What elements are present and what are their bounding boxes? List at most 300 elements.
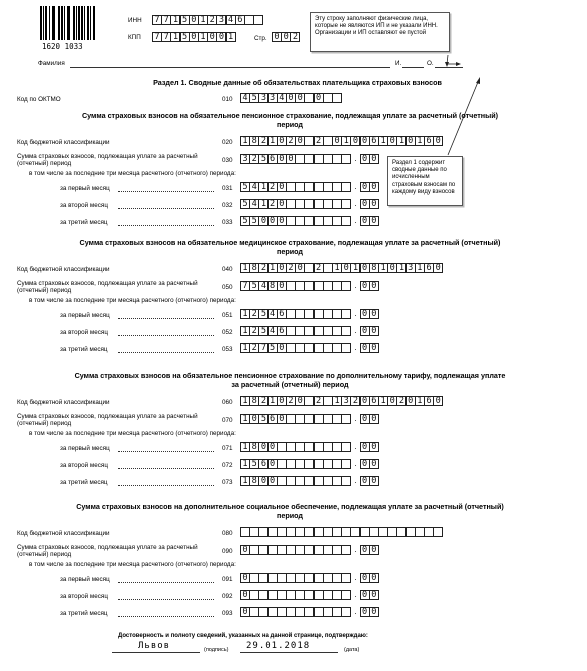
decimal-separator: .	[354, 590, 357, 599]
kbk-cell: 1	[415, 396, 425, 406]
inn-cell: 3	[216, 15, 226, 25]
amount-cell: 6	[258, 459, 268, 469]
amount-cell: 4	[249, 199, 259, 209]
date-value: 29.01.2018	[246, 641, 311, 651]
kbk-cell: 2	[286, 136, 296, 146]
amount-cell: 0	[277, 414, 287, 424]
kbk-label: Код бюджетной классификации	[17, 139, 110, 146]
kbk-cell: 0	[360, 263, 370, 273]
kbk-cell: 6	[424, 396, 434, 406]
kopecks-cell: 0	[360, 545, 370, 555]
dot-leader	[118, 468, 214, 469]
kbk-cell: 0	[406, 136, 416, 146]
months-label: в том числе за последние три месяца расчетного (отчетного) периода:	[29, 297, 236, 304]
decimal-separator: .	[354, 459, 357, 468]
amount-field[interactable]	[240, 573, 378, 583]
amount-field[interactable]	[240, 545, 378, 555]
dot-leader	[118, 318, 214, 319]
amount-cell: 0	[240, 607, 250, 617]
month-label: за первый месяц	[60, 185, 110, 192]
kbk-label: Код бюджетной классификации	[17, 399, 110, 406]
month-label: за первый месяц	[60, 312, 110, 319]
oktmo-cell: 3	[268, 93, 278, 103]
amount-cell: 5	[258, 154, 268, 164]
kopecks-cell: 0	[360, 476, 370, 486]
barcode-number: 1620 1033	[42, 42, 83, 51]
section-title: Раздел 1. Сводные данные об обязательствах плательщика страховых взносов	[153, 78, 442, 87]
decimal-separator: .	[354, 309, 357, 318]
kbk-cell: 1	[378, 263, 388, 273]
date-label: (дата)	[344, 647, 360, 653]
amount-cell: 6	[268, 154, 278, 164]
kopecks-cell: 0	[360, 199, 370, 209]
amount-cell: 1	[240, 309, 250, 319]
kbk-cell: 0	[433, 396, 443, 406]
kopecks-cell: 0	[360, 182, 370, 192]
dot-leader	[118, 599, 214, 600]
page-cell: 0	[272, 32, 282, 42]
amount-cell: 2	[249, 343, 259, 353]
amount-cell: 6	[268, 414, 278, 424]
oktmo-cell: 0	[295, 93, 305, 103]
amount-cell: 4	[249, 182, 259, 192]
page-label: Стр.	[254, 35, 267, 42]
kopecks-cell: 0	[369, 573, 379, 583]
months-label: в том числе за последние три месяца расчетного (отчетного) периода:	[29, 561, 236, 568]
sum-label: Сумма страховых взносов, подлежащая уплате за расчетный (отчетный) период	[17, 544, 198, 558]
decimal-separator: .	[354, 414, 357, 423]
inn-label: ИНН	[128, 17, 142, 24]
amount-cell: 1	[240, 343, 250, 353]
amount-cell: 5	[240, 199, 250, 209]
kbk-code: 040	[222, 266, 233, 273]
line-code: 072	[222, 462, 233, 469]
kbk-cell: 0	[387, 396, 397, 406]
kbk-cell: 6	[424, 136, 434, 146]
amount-cell: 0	[240, 573, 250, 583]
kopecks-cell: 0	[369, 442, 379, 452]
kpp-cell: 1	[226, 32, 236, 42]
amount-cell: 1	[258, 182, 268, 192]
amount-cell: 0	[268, 216, 278, 226]
kopecks-cell: 0	[369, 545, 379, 555]
kpp-cell: 7	[161, 32, 171, 42]
kbk-cell: 8	[249, 136, 259, 146]
amount-field[interactable]	[240, 590, 378, 600]
amount-cell: 0	[268, 459, 278, 469]
amount-cell: 5	[240, 216, 250, 226]
kbk-cell: 2	[286, 396, 296, 406]
amount-cell: 6	[277, 326, 287, 336]
kbk-cell: 2	[314, 396, 324, 406]
dot-leader	[118, 225, 214, 226]
decimal-separator: .	[354, 281, 357, 290]
kpp-label: КПП	[128, 34, 141, 41]
kbk-cell: 2	[258, 396, 268, 406]
line-code: 073	[222, 479, 233, 486]
kbk-cell: 1	[240, 136, 250, 146]
kopecks-cell: 0	[369, 343, 379, 353]
dot-leader	[118, 208, 214, 209]
oktmo-cell: 5	[249, 93, 259, 103]
kbk-cell: 2	[314, 136, 324, 146]
amount-field[interactable]	[240, 326, 378, 336]
inn-cell: 7	[161, 15, 171, 25]
signature-label: (подпись)	[204, 647, 229, 653]
amount-field[interactable]	[240, 343, 378, 353]
kbk-cell: 3	[341, 396, 351, 406]
decimal-separator: .	[354, 326, 357, 335]
line-code: 051	[222, 312, 233, 319]
amount-field[interactable]	[240, 459, 378, 469]
sum-label: Сумма страховых взносов, подлежащая уплате за расчетный (отчетный) период	[17, 280, 198, 294]
amount-cell: 5	[249, 281, 259, 291]
amount-cell: 5	[240, 182, 250, 192]
amount-cell: 0	[277, 182, 287, 192]
decimal-separator: .	[354, 607, 357, 616]
amount-cell: 7	[258, 343, 268, 353]
kopecks-cell: 0	[369, 281, 379, 291]
kopecks-cell: 0	[369, 590, 379, 600]
kbk-cell: 2	[286, 263, 296, 273]
line-code: 032	[222, 202, 233, 209]
kbk-cell: 1	[378, 136, 388, 146]
kbk-cell: 1	[396, 263, 406, 273]
o-label: О.	[427, 60, 434, 67]
page-cell: 0	[281, 32, 291, 42]
kbk-cell: 0	[295, 263, 305, 273]
i-label: И.	[395, 60, 402, 67]
kbk-field[interactable]	[240, 396, 442, 406]
dot-leader	[118, 352, 214, 353]
kbk-cell: 6	[424, 263, 434, 273]
kpp-cell: 0	[216, 32, 226, 42]
inn-cell: 5	[180, 15, 190, 25]
amount-cell: 1	[240, 442, 250, 452]
dot-leader	[118, 335, 214, 336]
month-label: за первый месяц	[60, 576, 110, 583]
amount-field[interactable]	[240, 309, 378, 319]
kopecks-cell: 0	[360, 343, 370, 353]
familia-label: Фамилия	[38, 60, 65, 67]
kopecks-cell: 0	[360, 216, 370, 226]
inn-cell: 6	[235, 15, 245, 25]
kbk-cell: 2	[396, 396, 406, 406]
amount-cell: 8	[249, 476, 259, 486]
kbk-cell: 0	[295, 136, 305, 146]
amount-cell: 2	[268, 182, 278, 192]
block-title: Сумма страховых взносов на обязательное медицинское страхование, подлежащая уплате за расчетный (отчетный) период	[79, 238, 501, 256]
kbk-cell: 1	[332, 396, 342, 406]
amount-cell: 6	[277, 309, 287, 319]
decimal-separator: .	[354, 216, 357, 225]
decimal-separator: .	[354, 442, 357, 451]
kbk-code: 080	[222, 530, 233, 537]
kbk-cell: 1	[332, 263, 342, 273]
amount-field[interactable]	[240, 476, 378, 486]
kbk-code: 020	[222, 139, 233, 146]
signature-line	[112, 652, 200, 653]
line-code: 092	[222, 593, 233, 600]
line-code: 050	[222, 284, 233, 291]
inn-cell: 1	[170, 15, 180, 25]
kopecks-cell: 0	[360, 442, 370, 452]
confirm-text: Достоверность и полноту сведений, указанных на данной странице, подтверждаю:	[118, 633, 368, 639]
decimal-separator: .	[354, 476, 357, 485]
amount-cell: 7	[240, 281, 250, 291]
line-code: 053	[222, 346, 233, 353]
amount-field[interactable]	[240, 607, 378, 617]
kbk-cell: 1	[378, 396, 388, 406]
kbk-cell: 0	[332, 136, 342, 146]
amount-cell: 0	[277, 199, 287, 209]
kbk-cell: 0	[277, 263, 287, 273]
kpp-cell: 1	[198, 32, 208, 42]
oktmo-cell	[332, 93, 342, 103]
line-code: 070	[222, 417, 233, 424]
kopecks-cell: 0	[360, 281, 370, 291]
top-note: Эту строку заполняют физические лица, которые не являются ИП и не указали ИНН. Организации и ИП оставляют ее пустой	[310, 12, 450, 52]
kopecks-cell: 0	[369, 216, 379, 226]
amount-cell: 0	[277, 343, 287, 353]
kbk-cell: 2	[350, 396, 360, 406]
decimal-separator: .	[354, 343, 357, 352]
amount-cell: 4	[258, 281, 268, 291]
kbk-cell	[433, 527, 443, 537]
kopecks-cell: 0	[360, 590, 370, 600]
amount-cell: 1	[240, 414, 250, 424]
amount-field[interactable]	[240, 281, 378, 291]
kbk-cell: 0	[387, 263, 397, 273]
month-label: за третий месяц	[60, 479, 108, 486]
month-label: за третий месяц	[60, 346, 108, 353]
sum-label: Сумма страховых взносов, подлежащая уплате за расчетный (отчетный) период	[17, 413, 198, 427]
kbk-cell: 1	[240, 396, 250, 406]
kopecks-cell: 0	[369, 476, 379, 486]
kopecks-cell: 0	[369, 154, 379, 164]
amount-cell: 0	[258, 476, 268, 486]
kopecks-cell: 0	[369, 607, 379, 617]
month-label: за третий месяц	[60, 610, 108, 617]
month-label: за второй месяц	[60, 202, 108, 209]
line-code: 031	[222, 185, 233, 192]
amount-cell: 0	[277, 216, 287, 226]
kbk-cell: 1	[350, 263, 360, 273]
kbk-cell: 0	[433, 136, 443, 146]
dot-leader	[118, 582, 214, 583]
dot-leader	[118, 451, 214, 452]
amount-cell: 2	[268, 199, 278, 209]
inn-cell: 7	[152, 15, 162, 25]
line-code: 052	[222, 329, 233, 336]
kpp-cell: 0	[207, 32, 217, 42]
kopecks-cell: 0	[360, 573, 370, 583]
signature-name: Львов	[138, 641, 171, 651]
amount-cell: 5	[249, 216, 259, 226]
page-cell: 2	[290, 32, 300, 42]
inn-cell: 0	[189, 15, 199, 25]
amount-cell: 4	[268, 326, 278, 336]
kbk-cell: 0	[433, 263, 443, 273]
kbk-code: 060	[222, 399, 233, 406]
amount-cell: 0	[240, 590, 250, 600]
line-code: 030	[222, 157, 233, 164]
kbk-cell: 1	[415, 263, 425, 273]
oktmo-cell: 4	[240, 93, 250, 103]
kopecks-cell: 0	[360, 154, 370, 164]
kbk-label: Код бюджетной классификации	[17, 266, 110, 273]
oktmo-cell: 0	[286, 93, 296, 103]
kbk-cell: 1	[240, 263, 250, 273]
amount-cell: 5	[258, 326, 268, 336]
amount-cell: 3	[240, 154, 250, 164]
month-label: за второй месяц	[60, 593, 108, 600]
amount-cell: 0	[286, 154, 296, 164]
decimal-separator: .	[354, 154, 357, 163]
kbk-field[interactable]	[240, 527, 442, 537]
kbk-cell: 0	[360, 136, 370, 146]
amount-cell: 0	[258, 442, 268, 452]
month-label: за второй месяц	[60, 329, 108, 336]
amount-cell: 0	[277, 281, 287, 291]
block-title: Сумма страховых взносов на обязательное пенсионное страхование, подлежащая уплате за расчетный (отчетный) период	[81, 111, 499, 129]
inn-cell: 1	[198, 15, 208, 25]
kopecks-cell: 0	[360, 309, 370, 319]
inn-cell: 2	[207, 15, 217, 25]
amount-cell: 8	[249, 442, 259, 452]
amount-cell: 8	[268, 281, 278, 291]
line-code: 033	[222, 219, 233, 226]
amount-cell: 5	[249, 459, 259, 469]
kbk-cell: 0	[277, 396, 287, 406]
oktmo-field[interactable]	[240, 93, 341, 103]
sum-label: Сумма страховых взносов, подлежащая уплате за расчетный (отчетный) период	[17, 153, 198, 167]
month-label: за второй месяц	[60, 462, 108, 469]
kopecks-cell: 0	[360, 607, 370, 617]
decimal-separator: .	[354, 545, 357, 554]
decimal-separator: .	[354, 199, 357, 208]
amount-cell: 0	[249, 414, 259, 424]
kopecks-cell: 0	[360, 326, 370, 336]
kbk-label: Код бюджетной классификации	[17, 530, 110, 537]
kbk-cell: 1	[341, 136, 351, 146]
kbk-cell: 2	[314, 263, 324, 273]
kopecks-cell: 0	[369, 414, 379, 424]
oktmo-label: Код по ОКТМО	[17, 96, 61, 103]
kbk-cell: 0	[350, 136, 360, 146]
amount-cell: 0	[240, 545, 250, 555]
kbk-cell: 3	[406, 263, 416, 273]
oktmo-code: 010	[222, 96, 233, 103]
kpp-cell: 0	[189, 32, 199, 42]
line-code: 090	[222, 548, 233, 555]
oktmo-cell: 4	[277, 93, 287, 103]
kbk-cell: 1	[268, 136, 278, 146]
decimal-separator: .	[354, 573, 357, 582]
amount-cell: 0	[268, 476, 278, 486]
date-line	[240, 652, 338, 653]
line-code: 071	[222, 445, 233, 452]
block-title: Сумма страховых взносов на дополнительное социальное обеспечение, подлежащая уплате за расчетный (отчетный) период	[76, 502, 504, 520]
amount-cell: 5	[258, 309, 268, 319]
kbk-cell: 6	[369, 136, 379, 146]
amount-field[interactable]	[240, 216, 378, 226]
kbk-cell: 1	[268, 263, 278, 273]
kbk-cell: 0	[406, 396, 416, 406]
amount-field[interactable]	[240, 442, 378, 452]
kopecks-cell: 0	[369, 459, 379, 469]
kopecks-cell: 0	[369, 182, 379, 192]
amount-cell: 2	[249, 154, 259, 164]
oktmo-cell: 0	[314, 93, 324, 103]
kbk-cell: 0	[277, 136, 287, 146]
kopecks-cell: 0	[360, 414, 370, 424]
amount-cell: 1	[240, 476, 250, 486]
amount-cell: 5	[258, 414, 268, 424]
dot-leader	[118, 191, 214, 192]
line-code: 093	[222, 610, 233, 617]
amount-cell: 5	[268, 343, 278, 353]
kbk-cell: 1	[396, 136, 406, 146]
amount-cell: 1	[240, 459, 250, 469]
month-label: за третий месяц	[60, 219, 108, 226]
dot-leader	[118, 616, 214, 617]
amount-field[interactable]	[240, 414, 378, 424]
amount-cell: 2	[249, 309, 259, 319]
kbk-cell: 0	[295, 396, 305, 406]
kbk-cell: 2	[258, 263, 268, 273]
amount-cell: 0	[268, 442, 278, 452]
dot-leader	[118, 485, 214, 486]
kbk-cell: 1	[415, 136, 425, 146]
kbk-cell: 0	[360, 396, 370, 406]
kbk-cell: 8	[369, 263, 379, 273]
kopecks-cell: 0	[369, 326, 379, 336]
kbk-cell: 8	[249, 263, 259, 273]
kpp-cell: 5	[180, 32, 190, 42]
kbk-cell: 6	[369, 396, 379, 406]
kbk-field[interactable]	[240, 136, 442, 146]
kbk-cell: 1	[268, 396, 278, 406]
kbk-field[interactable]	[240, 263, 442, 273]
kbk-cell: 0	[387, 136, 397, 146]
months-label: в том числе за последние три месяца расчетного (отчетного) периода:	[29, 170, 236, 177]
oktmo-cell: 3	[258, 93, 268, 103]
inn-cell: 4	[226, 15, 236, 25]
kpp-cell: 7	[152, 32, 162, 42]
amount-field[interactable]	[240, 154, 378, 164]
section-note: Раздел 1 содержит сводные данные по исчисленным страховым взносам по каждому виду взносов	[387, 156, 463, 206]
kopecks-cell: 0	[360, 459, 370, 469]
kopecks-cell: 0	[369, 309, 379, 319]
kopecks-cell: 0	[369, 199, 379, 209]
kbk-cell: 8	[249, 396, 259, 406]
amount-cell: 0	[277, 154, 287, 164]
line-code: 091	[222, 576, 233, 583]
amount-field[interactable]	[240, 182, 378, 192]
kbk-cell: 2	[258, 136, 268, 146]
amount-cell: 1	[258, 199, 268, 209]
decimal-separator: .	[354, 182, 357, 191]
month-label: за первый месяц	[60, 445, 110, 452]
kbk-cell: 0	[341, 263, 351, 273]
kpp-cell: 1	[170, 32, 180, 42]
amount-cell: 2	[249, 326, 259, 336]
block-title: Сумма страховых взносов на обязательное пенсионное страхование по дополнительному тарифу, подлежащая уплате за расчетный (отчетный) период	[74, 371, 506, 389]
amount-cell: 0	[258, 216, 268, 226]
amount-field[interactable]	[240, 199, 378, 209]
amount-cell: 4	[268, 309, 278, 319]
